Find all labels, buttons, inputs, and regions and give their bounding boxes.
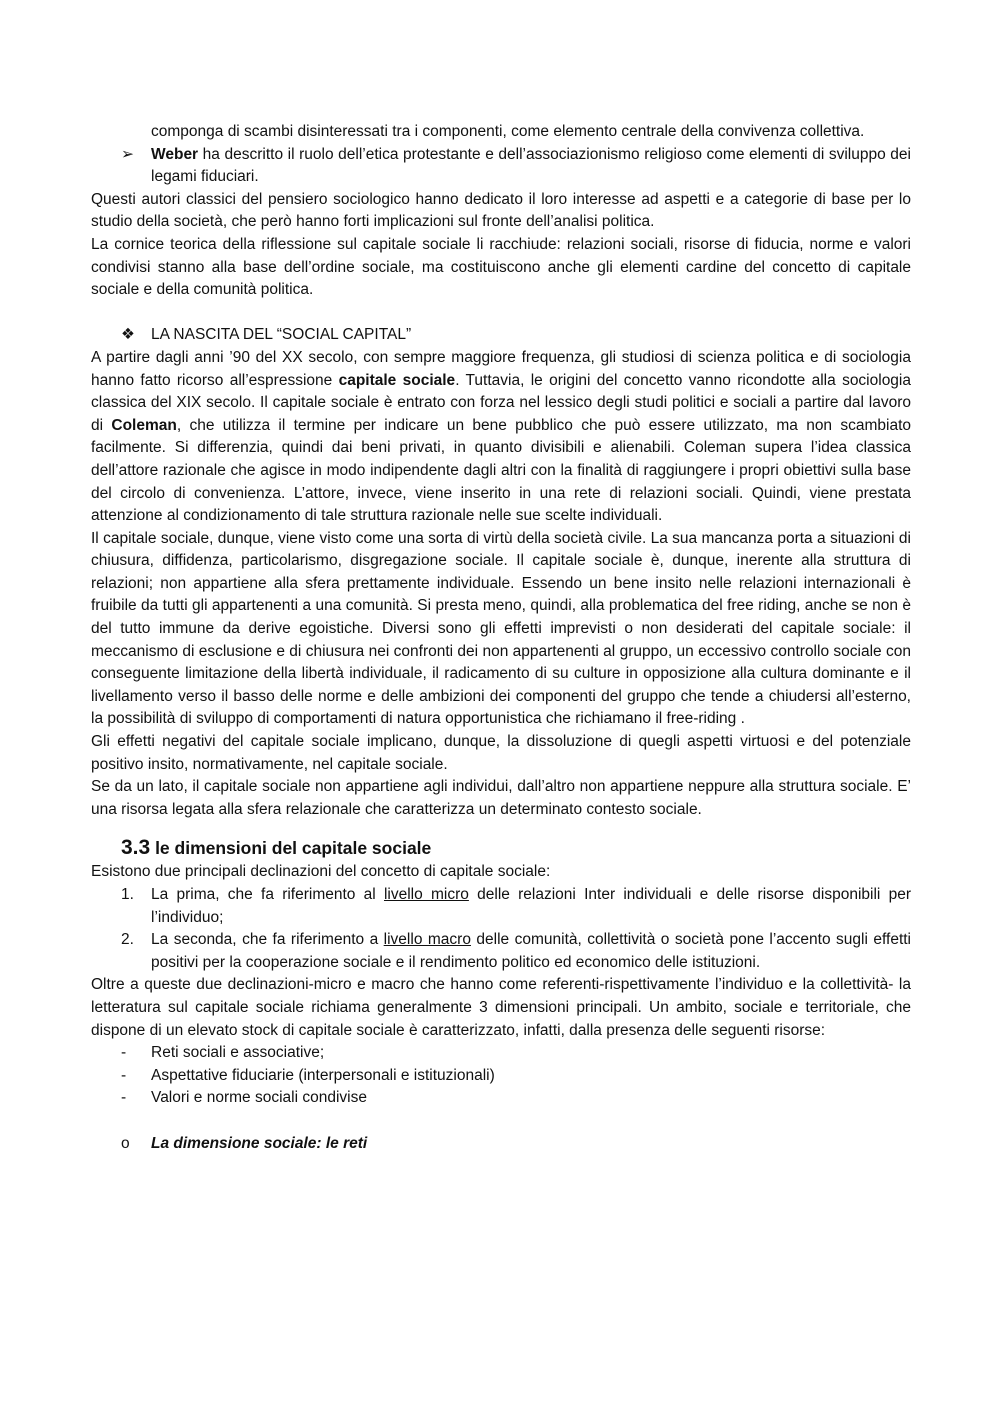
text-run: A partire dagli anni ’90 del XX secolo, con sempre maggiore frequenza, gli studiosi di scienza politica e di sociologia hanno fatto ricorso all’espressione xyxy=(91,348,911,389)
paragraph: Esistono due principali declinazioni del concetto di capitale sociale: xyxy=(91,863,551,881)
weber-text: ha descritto il ruolo dell’etica protestante e dell’associazionismo religioso come elementi di sviluppo dei legami fiduciari. xyxy=(151,145,911,186)
bold-term: capitale sociale xyxy=(338,371,456,389)
item-number: 1. xyxy=(121,886,134,903)
paragraph: La cornice teorica della riflessione sul capitale sociale li racchiude: relazioni sociali, risorse di fiducia, norme e valori condivisi stanno alla base dell’ordine sociale, ma costituiscono anche gli elementi cardine del concetto di capitale sociale e della comunità politica. xyxy=(91,235,911,299)
weber-name: Weber xyxy=(151,145,199,163)
text-run: La seconda, che fa riferimento a xyxy=(151,931,384,949)
dash-item-text: Reti sociali e associative; xyxy=(151,1044,325,1062)
subheading-text: La dimensione sociale: le reti xyxy=(151,1134,368,1152)
dash-item xyxy=(91,1087,911,1110)
numbered-item xyxy=(91,929,911,974)
paragraph: Gli effetti negativi del capitale sociale implicano, dunque, la dissoluzione di quegli aspetti virtuosi e del potenziale positivo insito, normativamente, nel capitale sociale. xyxy=(91,733,911,773)
underlined-term: livello macro xyxy=(383,931,471,949)
paragraph-continuation: componga di scambi disinteressati tra i componenti, come elemento centrale della convivenza collettiva. xyxy=(151,123,865,140)
dash-bullet: - xyxy=(121,1044,127,1062)
numbered-item xyxy=(91,884,911,929)
spacer xyxy=(91,821,911,835)
heading-text: LA NASCITA DEL “SOCIAL CAPITAL” xyxy=(151,326,412,344)
spacer xyxy=(91,302,911,325)
bold-name: Coleman xyxy=(111,416,177,434)
text-run: La prima, che fa riferimento al xyxy=(151,886,384,903)
arrow-bullet-icon: ➢ xyxy=(121,145,134,163)
underlined-term: livello micro xyxy=(383,886,469,903)
item-number: 2. xyxy=(121,931,134,949)
text-run: delle relazioni Inter individuali e delle risorse disponibili per l’individuo; xyxy=(151,886,911,926)
dash-bullet: - xyxy=(121,1066,127,1084)
circle-bullet-icon: o xyxy=(121,1134,130,1152)
bullet-weber xyxy=(91,144,911,189)
section-title: le dimensioni del capitale sociale xyxy=(150,838,432,859)
paragraph: Se da un lato, il capitale sociale non appartiene agli individui, dall’altro non appartiene neppure alla struttura sociale. E’ una risorsa legata alla sfera relazionale che caratterizza un determinato contesto sociale. xyxy=(91,778,911,818)
heading-nascita xyxy=(91,324,911,347)
dash-bullet: - xyxy=(121,1089,127,1107)
paragraph: Oltre a queste due declinazioni-micro e macro che hanno come referenti-rispettivamente l’individuo e la collettività- la letteratura sul capitale sociale richiama generalmente 3 dimensioni principali. Un ambito, sociale e territoriale, che dispone di un elevato stock di capitale sociale è caratterizzato, infatti, dalla presenza delle seguenti risorse: xyxy=(91,976,911,1039)
dash-item-text: Aspettative fiduciarie (interpersonali e istituzionali) xyxy=(151,1066,495,1084)
text-run: delle comunità, collettività o società pone l’accento sugli effetti positivi per la cooperazione sociale e il rendimento politico ed economico delle istituzioni. xyxy=(151,931,912,971)
dash-item xyxy=(91,1065,911,1088)
dash-item-text: Valori e norme sociali condivise xyxy=(151,1089,367,1107)
paragraph: Questi autori classici del pensiero sociologico hanno dedicato il loro interesse ad aspetti e a categorie di base per lo studio della società, che però hanno forti implicazioni sul fronte dell’analisi politica. xyxy=(91,190,911,231)
section-number: 3.3 xyxy=(121,836,151,860)
section-heading xyxy=(91,835,911,861)
subheading xyxy=(91,1133,911,1156)
paragraph: Il capitale sociale, dunque, viene visto come una sorta di virtù della società civile. La sua mancanza porta a situazioni di chiusura, diffidenza, particolarismo, disgregazione sociale. Il capitale sociale è, dunque, inerente alla struttura di relazioni; non appartiene alla sfera prettamente individuale. Essendo un bene insito nelle relazioni internazionali è fruibile da tutti gli appartenenti a una comunità. Si presta meno, quindi, alla problematica del free riding, anche se non è del tutto immune da derive egoistiche. Diversi sono gli effetti imprevisti o non desiderati del capitale sociale: il meccanismo di esclusione e di chiusura nei confronti dei non appartenenti al gruppo, un eccessivo controllo sociale con conseguente limitazione della libertà individuale, il radicamento di su culture in opposizione alla cultura dominante e il livellamento verso il basso delle norme e delle ambizioni dei componenti del gruppo che tende a chiudersi all’esterno, la possibilità di sviluppo di comportamenti di natura opportunistica che richiamano il free-riding . xyxy=(91,529,911,728)
spacer xyxy=(91,1110,911,1133)
paragraph xyxy=(91,347,911,528)
text-run: . Tuttavia, le origini del concetto vanno ricondotte alla sociologia classica del XIX secolo. Il capitale sociale è entrato con forza nel lessico degli studi politici e sociali a partire dal lavoro di xyxy=(91,371,911,434)
text-run: , che utilizza il termine per indicare un bene pubblico che può essere utilizzato, ma non scambiato facilmente. Si differenzia, quindi dai beni privati, in quanto divisibili e alienabili. Coleman supera l’idea classica dell’attore razionale che agisce in modo indipendente dagli altri con la finalità di raggiungere i propri obiettivi sulla base del circolo di convenienza. L’attore, invece, viene inserito in una rete di relazioni sociali. Quindi, viene prestata attenzione al condizionamento di tale struttura razionale nelle sue scelte individuali. xyxy=(91,416,911,525)
diamond-bullet-icon: ❖ xyxy=(121,326,135,344)
page-content xyxy=(91,121,911,1155)
dash-item xyxy=(91,1042,911,1065)
